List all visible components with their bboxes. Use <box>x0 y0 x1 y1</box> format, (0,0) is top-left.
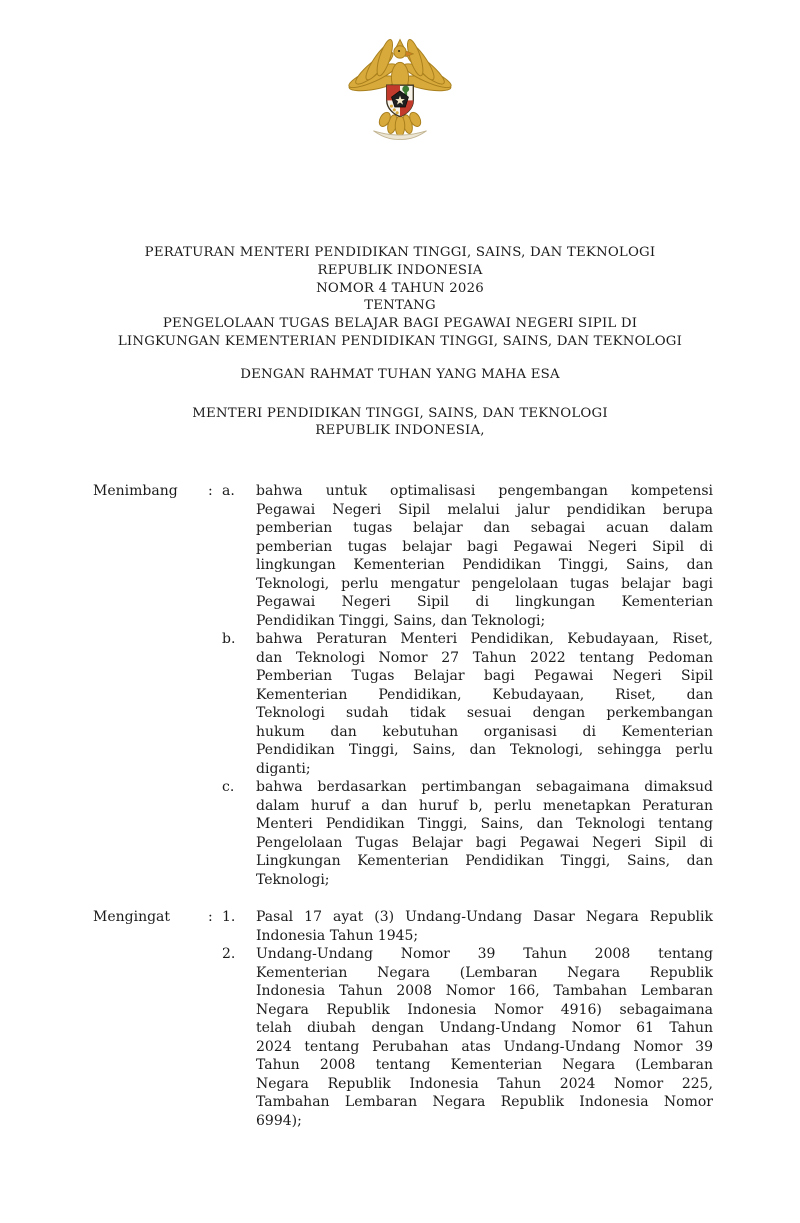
text-line: dan Teknologi Nomor 27 Tahun 2022 tentang Pedoman <box>256 649 713 666</box>
text-line: Tambahan Lembaran Negara Republik Indonesia Nomor <box>256 1094 713 1111</box>
clause-item <box>222 778 713 889</box>
text-line: Tahun 2008 tentang Kementerian Negara (Lembaran <box>256 1057 713 1074</box>
text-line: Menteri Pendidikan Tinggi, Sains, dan Teknologi tentang <box>256 816 713 833</box>
section-separator: : <box>208 909 213 926</box>
section-items <box>222 908 713 1130</box>
text-line: diganti; <box>256 760 311 777</box>
clause-item <box>222 945 713 1130</box>
item-text <box>256 630 713 778</box>
text-line: pemberian tugas belajar dan sebagai acuan dalam <box>256 520 713 537</box>
item-marker: a. <box>222 483 235 500</box>
section-label: Mengingat <box>93 909 171 926</box>
authority-line-republic: REPUBLIK INDONESIA, <box>315 423 485 439</box>
text-line: Lingkungan Kementerian Pendidikan Tinggi, Sains, dan <box>256 853 713 870</box>
text-line: telah diubah dengan Undang-Undang Nomor 61 Tahun <box>256 1020 713 1037</box>
title-line-republic: REPUBLIK INDONESIA <box>317 262 483 278</box>
text-line: Teknologi, perlu mengatur pengelolaan tugas belajar bagi <box>256 575 713 592</box>
section-mengingat <box>93 908 713 1130</box>
garuda-pancasila-emblem <box>343 32 457 146</box>
section-label: Menimbang <box>93 483 178 500</box>
text-line: Pendidikan Tinggi, Sains, dan Teknologi; <box>256 612 546 629</box>
text-line: Pemberian Tugas Belajar bagi Pegawai Negeri Sipil <box>256 668 713 685</box>
item-marker: 1. <box>222 909 236 926</box>
text-line: Undang-Undang Nomor 39 Tahun 2008 tentang <box>256 946 713 963</box>
text-line: 6994); <box>256 1112 302 1129</box>
title-line-subject-2: LINGKUNGAN KEMENTERIAN PENDIDIKAN TINGGI, SAINS, DAN TEKNOLOGI <box>117 333 683 349</box>
text-line: Pengelolaan Tugas Belajar bagi Pegawai Negeri Sipil di <box>256 834 713 851</box>
text-line: Pendidikan Tinggi, Sains, dan Teknologi, sehingga perlu <box>256 742 713 759</box>
text-line: Pegawai Negeri Sipil melalui jalur pendidikan berupa <box>256 501 713 518</box>
section-separator: : <box>208 483 213 500</box>
text-line: dalam huruf a dan huruf b, perlu menetapkan Peraturan <box>256 797 713 814</box>
item-text <box>256 945 713 1130</box>
section-menimbang <box>93 482 713 889</box>
clause-item <box>222 630 713 778</box>
text-line: bahwa untuk optimalisasi pengembangan kompetensi <box>256 483 713 500</box>
title-line-regulation: PERATURAN MENTERI PENDIDIKAN TINGGI, SAINS, DAN TEKNOLOGI <box>144 245 656 260</box>
item-text <box>256 482 713 630</box>
document-title-block <box>0 244 800 351</box>
text-line: pemberian tugas belajar bagi Pegawai Negeri Sipil di <box>256 538 713 555</box>
clause-item <box>222 908 713 945</box>
text-line: Teknologi; <box>256 871 330 888</box>
invocation-line: DENGAN RAHMAT TUHAN YANG MAHA ESA <box>240 366 560 382</box>
item-text <box>256 908 713 945</box>
section-items <box>222 482 713 889</box>
text-line: Negara Republik Indonesia Tahun 2024 Nomor 225, <box>256 1075 713 1092</box>
item-marker: 2. <box>222 946 236 963</box>
text-line: Pasal 17 ayat (3) Undang-Undang Dasar Negara Republik <box>256 909 713 926</box>
item-marker: b. <box>222 631 236 648</box>
title-line-subject-1: PENGELOLAAN TUGAS BELAJAR BAGI PEGAWAI NEGERI SIPIL DI <box>162 316 638 332</box>
text-line: lingkungan Kementerian Pendidikan Tinggi, Sains, dan <box>256 557 713 574</box>
text-line: Kementerian Pendidikan, Kebudayaan, Riset, dan <box>256 686 713 703</box>
pancasila-shield-icon <box>387 85 414 116</box>
authority-block <box>0 405 800 441</box>
clause-item <box>222 482 713 630</box>
text-line: bahwa Peraturan Menteri Pendidikan, Kebudayaan, Riset, <box>256 631 713 648</box>
item-marker: c. <box>222 779 235 796</box>
title-line-about: TENTANG <box>364 298 436 314</box>
text-line: Indonesia Tahun 2008 Nomor 166, Tambahan Lembaran <box>256 983 713 1000</box>
text-line: Pegawai Negeri Sipil di lingkungan Kementerian <box>256 594 713 611</box>
text-line: Teknologi sudah tidak sesuai dengan perkembangan <box>256 705 713 722</box>
preamble-sections <box>0 482 800 1130</box>
title-line-number: NOMOR 4 TAHUN 2026 <box>316 280 484 296</box>
text-line: Negara Republik Indonesia Nomor 4916) sebagaimana <box>256 1001 713 1018</box>
text-line: Indonesia Tahun 1945; <box>256 927 419 944</box>
text-line: Kementerian Negara (Lembaran Negara Republik <box>256 964 713 981</box>
text-line: 2024 tentang Perubahan atas Undang-Undang Nomor 39 <box>256 1038 713 1055</box>
authority-line-minister: MENTERI PENDIDIKAN TINGGI, SAINS, DAN TEKNOLOGI <box>192 405 608 421</box>
item-text <box>256 778 713 889</box>
text-line: bahwa berdasarkan pertimbangan sebagaimana dimaksud <box>256 779 713 796</box>
text-line: hukum dan kebutuhan organisasi di Kementerian <box>256 723 713 740</box>
